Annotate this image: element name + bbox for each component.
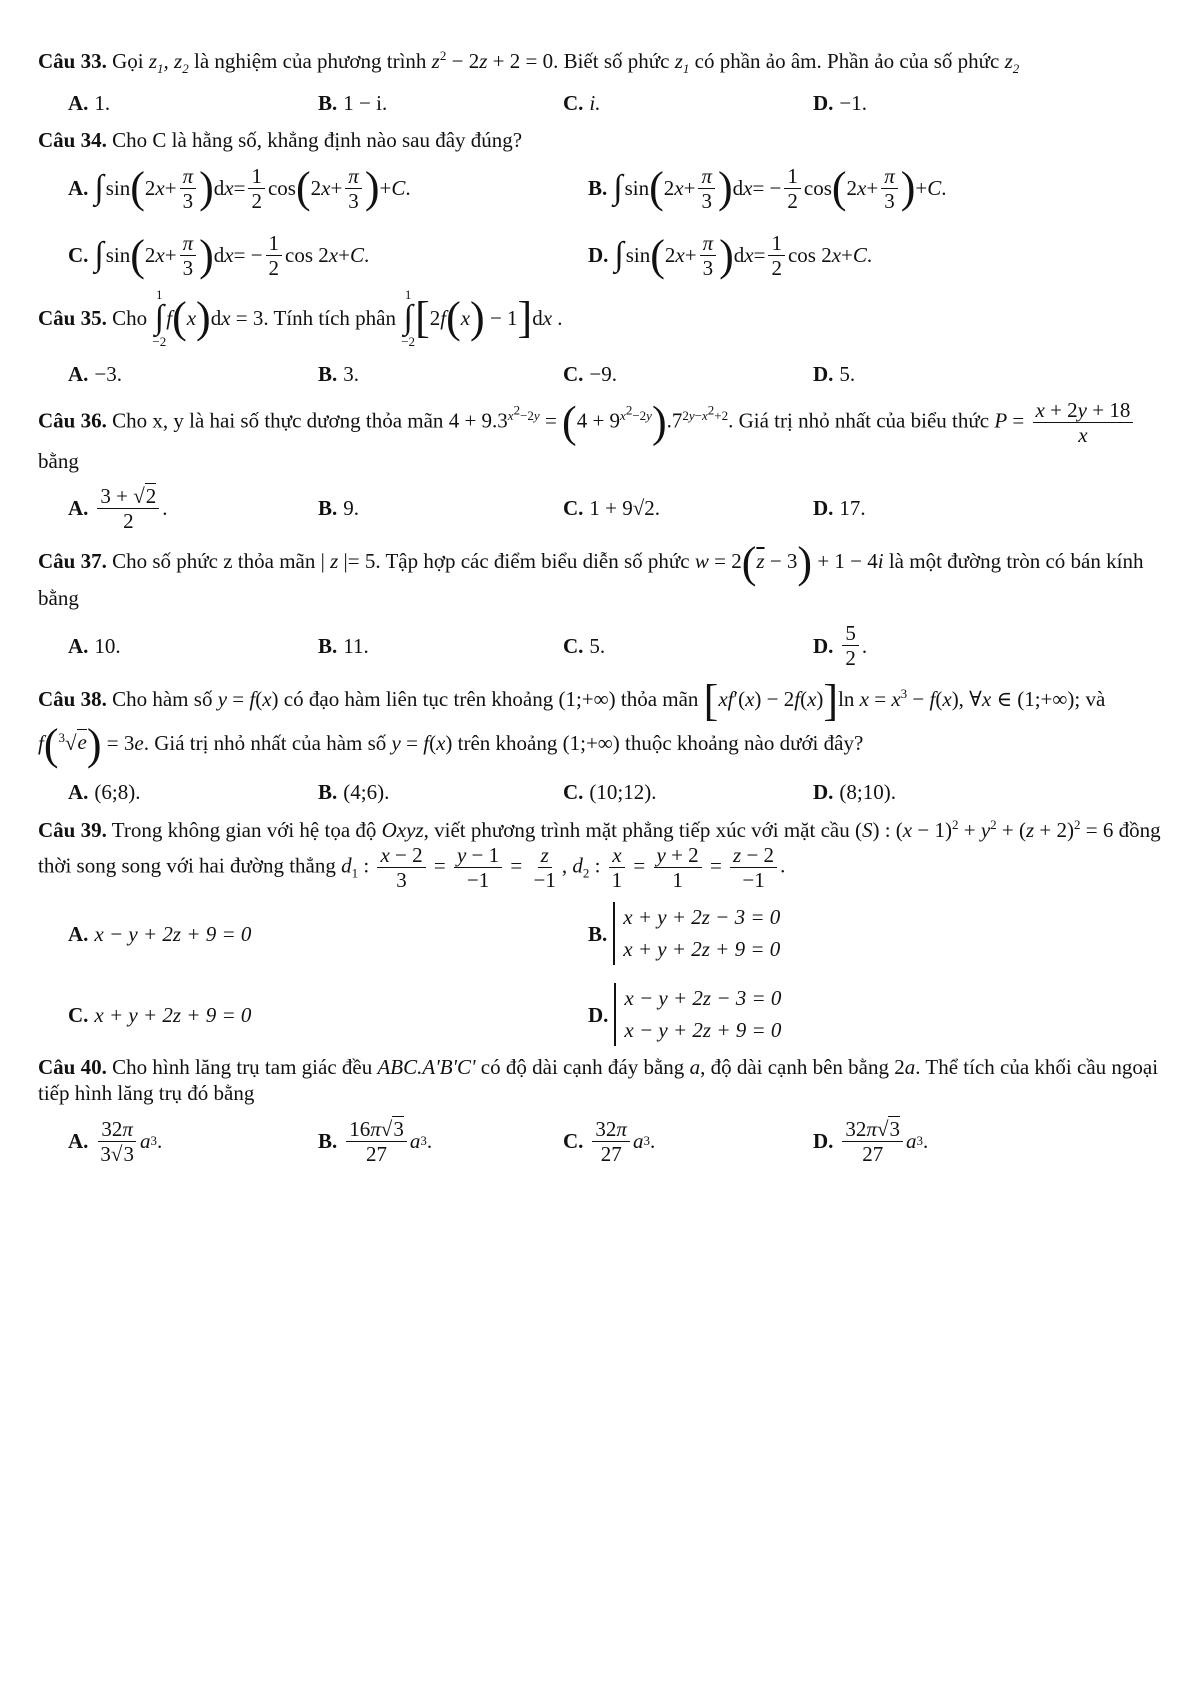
answer-options <box>68 777 1170 809</box>
option-c[interactable]: C. i. <box>563 91 601 116</box>
question-34 <box>38 127 1170 280</box>
question-33 <box>38 48 1170 119</box>
question-35 <box>38 288 1170 390</box>
question-number: Câu 38. <box>38 686 107 711</box>
question-stem: Câu 37. Cho số phức z thỏa mãn | z |= 5. Tập hợp các điểm biểu diễn số phức $w = 2(\overline{z} - 3) + 1 - 4i$ là một đường tròn có bán kính bằng <box>38 538 1144 611</box>
option-c[interactable]: C. (10;12). <box>563 780 657 805</box>
option-c[interactable]: C. ∫ sin ( 2 x + $\frac{\pi}{3}$ ) d x = − $\frac{1}{2}$ cos 2 x + C . <box>68 230 370 281</box>
question-number: Câu 33. <box>38 49 107 73</box>
option-a[interactable]: A. 10. <box>68 633 121 658</box>
question-stem: Câu 39. Trong không gian với hệ tọa độ Oxyz, viết phương trình mặt phẳng tiếp xúc với mặt cầu (S) : $(x - 1)^2 + y^2 + (z + 2)^2 = 6$ đồng thời song song với hai đường thẳng $d_1$ : $\frac{x - 2}{3}$ = $\frac{y - 1}{-1}$ = $\frac{z}{-1}$ , $d_2$ : $\frac{x}{1}$ = $\frac{y + 2}{1}$ = $\frac{z - 2}{-1}$ . <box>38 816 1161 892</box>
question-stem: Câu 33. Gọi $z_1$, $z_2$ là nghiệm của phương trình $z^2 - 2z + 2 = 0$. Biết số phức $z_1$ có phần ảo âm. Phần ảo của số phức $z_2$ <box>38 48 1020 77</box>
question-40 <box>38 1054 1170 1166</box>
option-c[interactable]: C. 5. <box>563 633 606 658</box>
option-d[interactable]: D. 17. <box>813 496 866 521</box>
answer-options <box>68 621 1170 670</box>
question-38 <box>38 675 1170 809</box>
answer-options <box>68 164 1170 281</box>
question-number: Câu 34. <box>38 128 107 153</box>
answer-options <box>68 484 1170 533</box>
option-a[interactable]: A. x − y + 2z + 9 = 0 <box>68 921 252 946</box>
option-b[interactable]: B. 3. <box>318 362 360 387</box>
option-a[interactable]: A. (6;8). <box>68 780 141 805</box>
option-b[interactable]: B. $\frac{16\pi√3}{27}$ a 3 . <box>318 1116 433 1166</box>
option-b[interactable]: B. 1 − i. <box>318 91 388 116</box>
question-number: Câu 39. <box>38 817 107 842</box>
question-number: Câu 37. <box>38 548 107 573</box>
option-d[interactable]: D. $\frac{5}{2}$ . <box>813 621 868 671</box>
question-stem: Câu 40. Cho hình lăng trụ tam giác đều ABC.A'B'C' có độ dài cạnh đáy bằng a, độ dài cạnh bên bằng 2a. Thể tích của khối cầu ngoại tiếp hình lăng trụ đó bằng <box>38 1055 1159 1106</box>
question-number: Câu 35. <box>38 306 107 331</box>
option-a[interactable]: A. $\frac{3 + √2}{2}$ . <box>68 483 168 533</box>
option-b[interactable]: B. x + y + 2z − 3 = 0 x + y + 2z + 9 = 0 <box>588 902 1170 965</box>
option-c[interactable]: C. $\frac{32\pi}{27}$ a 3 . <box>563 1116 656 1166</box>
option-a[interactable]: A. $\frac{32\pi}{3√3}$ a 3 . <box>68 1116 163 1166</box>
question-stem: Câu 36. Cho x, y là hai số thực dương thỏa mãn $4 + 9.3^{x^2-2y} = (4 + 9^{x^2-2y}).7^{2y-x^2+2}$. Giá trị nhỏ nhất của biểu thức P = $\frac{x + 2y + 18}{x}$ bằng <box>38 398 1170 474</box>
option-b[interactable]: B. (4;6). <box>318 780 390 805</box>
question-37 <box>38 538 1170 671</box>
question-39 <box>38 817 1170 1047</box>
option-c[interactable]: C. 1 + 9√2. <box>563 496 661 521</box>
question-stem: Câu 38. Cho hàm số y = f(x) có đạo hàm liên tục trên khoảng (1;+∞) thỏa mãn [xf′(x) − 2f(x)]ln $x = x^3 - f(x)$, ∀x ∈ (1;+∞); và f($^3$√e) = 3e. Giá trị nhỏ nhất của hàm số y = f(x) trên khoảng (1;+∞) thuộc khoảng nào dưới đây? <box>38 675 1106 769</box>
answer-options <box>68 358 1170 390</box>
option-c[interactable]: C. −9. <box>563 362 618 387</box>
question-stem: Câu 34. Cho C là hằng số, khẳng định nào sau đây đúng? <box>38 128 523 153</box>
question-36 <box>38 398 1170 533</box>
option-a[interactable]: A. −3. <box>68 362 123 387</box>
option-b[interactable]: B. 11. <box>318 633 369 658</box>
answer-options <box>68 1117 1170 1166</box>
question-number: Câu 36. <box>38 408 107 433</box>
option-a[interactable]: A. 1. <box>68 91 111 116</box>
option-b[interactable]: B. 9. <box>318 496 360 521</box>
option-d[interactable]: D. −1. <box>813 91 868 116</box>
option-c[interactable]: C. x + y + 2z + 9 = 0 <box>68 1002 252 1027</box>
option-d[interactable]: D. (8;10). <box>813 780 896 805</box>
option-d[interactable]: D. 5. <box>813 362 856 387</box>
answer-options <box>68 87 1170 119</box>
question-stem: Câu 35. Cho 1 ∫ −2 f ( x ) d x = 3 . Tính tích phân 1 ∫ −2 [ 2 f ( x ) − 1 ] d x . <box>38 287 563 350</box>
option-d[interactable]: D. $\frac{32\pi√3}{27}$ a 3 . <box>813 1116 929 1166</box>
question-number: Câu 40. <box>38 1055 107 1080</box>
option-a[interactable]: A. ∫ sin ( 2 x + $\frac{\pi}{3}$ ) d x = $\frac{1}{2}$ cos ( 2 x + $\frac{\pi}{3}$ ) + C . <box>68 163 411 213</box>
option-d[interactable]: D. ∫ sin ( 2 x + $\frac{\pi}{3}$ ) d x = $\frac{1}{2}$ cos 2 x + C . <box>588 230 873 281</box>
option-b[interactable]: B. ∫ sin ( 2 x + $\frac{\pi}{3}$ ) d x = − $\frac{1}{2}$ cos ( 2 x + $\frac{\pi}{3}$ ) + C . <box>588 163 947 213</box>
answer-options <box>68 902 1170 1046</box>
option-d[interactable]: D. x − y + 2z − 3 = 0 x − y + 2z + 9 = 0 <box>588 983 1170 1046</box>
